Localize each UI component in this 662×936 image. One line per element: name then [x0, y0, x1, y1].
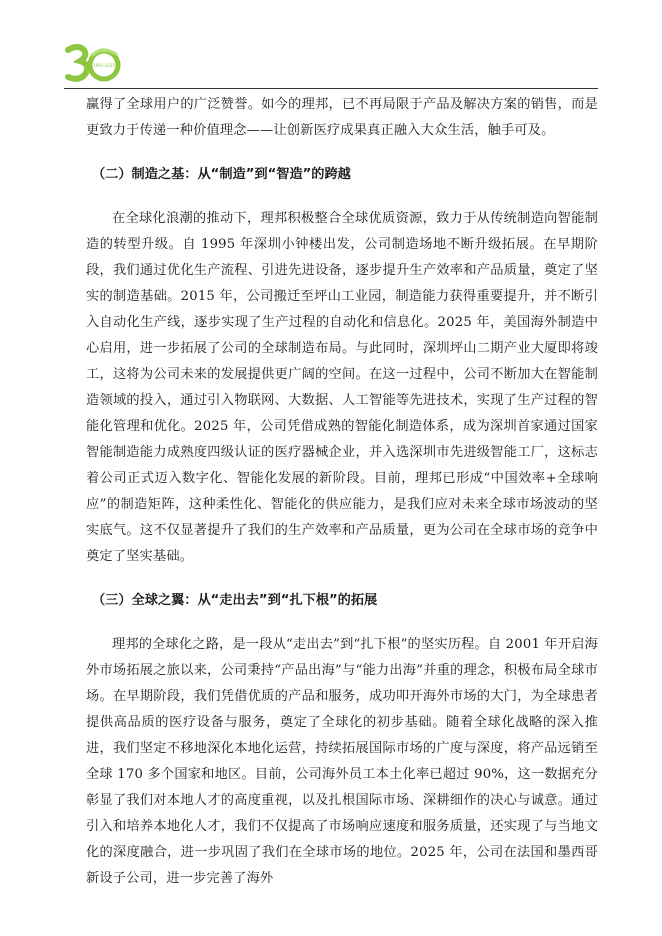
- logo-subtitle: 1995-2025: [93, 63, 115, 68]
- header-divider: [64, 88, 598, 89]
- anniversary-logo-graphic: [64, 42, 122, 88]
- section3-heading: （三）全球之翼：从“走出去”到“扎下根”的拓展: [92, 593, 378, 608]
- section2-paragraph: 在全球化浪潮的推动下，理邦积极整合全球优质资源，致力于从传统制造向智能制造的转型升级。自 1995 年深圳小钟楼出发，公司制造场地不断升级拓展。在早期阶段，我们通过优化生产流程、引进先进设备，逐步提升生产效率和产品质量，奠定了坚实的制造基础。2015 年，公司搬迁至坪山工业园，制造能力获得重要提升，并不断引入自动化生产线，逐步实现了生产过程的自动化和信息化。2025 年，美国海外制造中心启用，进一步拓展了公司的全球制造布局。与此同时，深圳坪山二期产业大厦即将竣工，这将为公司未来的发展提供更广阔的空间。在这一过程中，公司不断加大在智能制造领域的投入，通过引入物联网、大数据、人工智能等先进技术，实现了生产过程的智能化管理和优化。2025 年，公司凭借成熟的智能化制造体系，成为深圳首家通过国家智能制造能力成熟度四级认证的医疗器械企业，并入选深圳市先进级智能工厂，这标志着公司正式迈入数字化、智能化发展的新阶段。目前，理邦已形成“中国效率+全球响应”的制造矩阵，这种柔性化、智能化的供应能力，是我们应对未来全球市场波动的坚实底气。这不仅显著提升了我们的生产效率和产品质量，更为公司在全球市场的竞争中奠定了坚实基础。: [86, 211, 598, 564]
- section3-paragraph: 理邦的全球化之路，是一段从“走出去”到“扎下根”的坚实历程。自 2001 年开启海外市场拓展之旅以来，公司秉持“产品出海”与“能力出海”并重的理念，积极布局全球市场。在早期阶段，我们凭借优质的产品和服务，成功叩开海外市场的大门，为全球患者提供高品质的医疗设备与服务，奠定了全球化的初步基础。随着全球化战略的深入推进，我们坚定不移地深化本地化运营，持续拓展国际市场的广度与深度，将产品远销至全球 170 多个国家和地区。目前，公司海外员工本土化率已超过 90%，这一数据充分彰显了我们对本地人才的高度重视，以及扎根国际市场、深耕细作的决心与诚意。通过引入和培养本地化人才，我们不仅提高了市场响应速度和服务质量，还实现了与当地文化的深度融合，进一步巩固了我们在全球市场的地位。2025 年，公司在法国和墨西哥新设子公司，进一步完善了海外: [86, 637, 598, 886]
- document-body: [86, 92, 598, 892]
- section1-paragraph-end: 赢得了全球用户的广泛赞誉。如今的理邦，已不再局限于产品及解决方案的销售，而是更致力于传递一种价值理念——让创新医疗成果真正融入大众生活，触手可及。: [86, 97, 598, 138]
- anniversary-logo: [64, 42, 122, 88]
- section2-heading: （二）制造之基：从“制造”到“智造”的跨越: [92, 167, 351, 182]
